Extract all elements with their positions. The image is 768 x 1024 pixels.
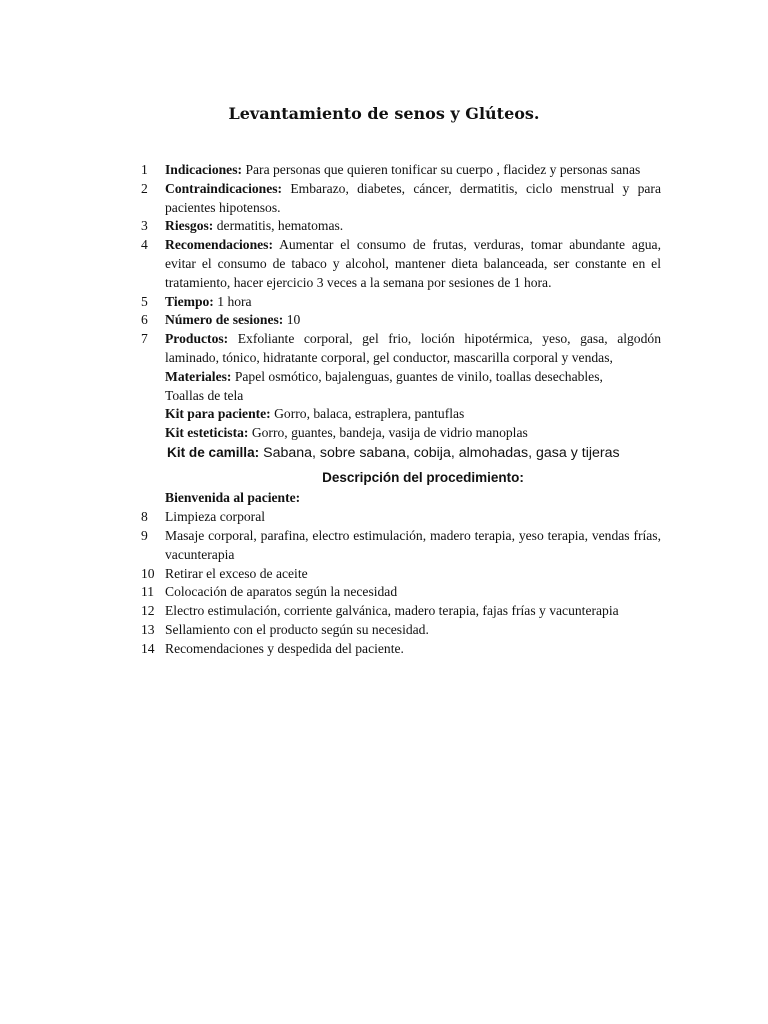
- kit-camilla-entry: [141, 443, 661, 464]
- materiales-text: Papel osmótico, bajalenguas, guantes de vinilo, toallas desechables,: [231, 368, 603, 384]
- list-item: [141, 621, 661, 640]
- kit-paciente-text: Gorro, balaca, estraplera, pantuflas: [270, 406, 465, 422]
- item-text: Retirar el exceso de aceite: [165, 565, 308, 581]
- item-text: 10: [283, 312, 301, 328]
- document-body: [141, 161, 661, 659]
- section-heading: Descripción del procedimiento:: [322, 470, 524, 486]
- item-label: Recomendaciones:: [165, 237, 273, 253]
- item-number: 8: [141, 509, 148, 525]
- list-item: [141, 161, 661, 180]
- item-number: 13: [141, 622, 155, 638]
- item-number: 5: [141, 293, 148, 309]
- list-item: [141, 508, 661, 527]
- bienvenida-label: Bienvenida al paciente:: [165, 490, 301, 506]
- list-item: [141, 236, 661, 292]
- item-number: 3: [141, 218, 148, 234]
- item-text: Electro estimulación, corriente galvánica, madero terapia, fajas frías y vacunterapia: [165, 603, 619, 619]
- item-text: Limpieza corporal: [165, 509, 266, 525]
- kit-camilla-text: Sabana, sobre sabana, cobija, almohadas, gasa y tijeras: [259, 444, 620, 461]
- item-label: Indicaciones:: [165, 162, 243, 177]
- item-number: 2: [141, 180, 148, 196]
- item-number: 14: [141, 640, 155, 656]
- item-number: 7: [141, 331, 148, 347]
- kit-esteticista-text: Gorro, guantes, bandeja, vasija de vidrio manoplas: [248, 425, 528, 441]
- item-text: Sellamiento con el producto según su necesidad.: [165, 622, 429, 638]
- materiales-entry: [141, 368, 661, 406]
- list-item: [141, 583, 661, 602]
- item-number: 6: [141, 312, 148, 328]
- item-text: Masaje corporal, parafina, electro estimulación, madero terapia, yeso terapia, vendas frías, vacunterapia: [165, 528, 661, 562]
- item-number: 12: [141, 603, 155, 619]
- list-item: [141, 565, 661, 584]
- list-item: [141, 602, 661, 621]
- item-label: Productos:: [165, 331, 229, 347]
- item-number: 11: [141, 584, 155, 600]
- item-text: Recomendaciones y despedida del paciente.: [165, 640, 404, 656]
- item-label: Riesgos:: [165, 218, 214, 234]
- item-text: Para personas que quieren tonificar su cuerpo , flacidez y personas sanas: [242, 162, 641, 177]
- item-text: 1 hora: [213, 293, 252, 309]
- list-item: [141, 217, 661, 236]
- list-item: [141, 180, 661, 218]
- item-label: Número de sesiones:: [165, 312, 284, 328]
- list-item: [141, 311, 661, 330]
- item-label: Tiempo:: [165, 293, 214, 309]
- item-number: 10: [141, 565, 155, 581]
- item-number: 4: [141, 237, 148, 253]
- item-number: 9: [141, 528, 148, 544]
- item-number: 1: [141, 162, 148, 177]
- kit-paciente-label: Kit para paciente:: [165, 406, 271, 422]
- list-item: [141, 330, 661, 368]
- item-text: Embarazo, diabetes, cáncer, dermatitis, ciclo menstrual y para pacientes hipotensos.: [165, 180, 661, 215]
- item-label: Contraindicaciones:: [165, 180, 283, 196]
- materiales-text-cont: Toallas de tela: [165, 387, 244, 403]
- kit-esteticista-entry: [141, 424, 661, 443]
- kit-paciente-entry: [141, 405, 661, 424]
- item-text: Exfoliante corporal, gel frio, loción hipotérmica, yeso, gasa, algodón laminado, tónico, hidratante corporal, gel conductor, mascarilla corporal y vendas,: [165, 331, 661, 365]
- list-item: [141, 640, 661, 659]
- kit-camilla-label: Kit de camilla:: [167, 444, 260, 460]
- kit-esteticista-label: Kit esteticista:: [165, 425, 249, 441]
- item-text: Colocación de aparatos según la necesidad: [165, 584, 398, 600]
- list-item: [141, 527, 661, 565]
- materiales-label: Materiales:: [165, 368, 232, 384]
- item-text: dermatitis, hematomas.: [213, 218, 344, 234]
- page-title: Levantamiento de senos y Glúteos.: [228, 104, 540, 123]
- list-item: [141, 293, 661, 312]
- item-text: Aumentar el consumo de frutas, verduras, tomar abundante agua, evitar el consumo de tabaco y alcohol, mantener dieta balanceada, ser constante en el tratamiento, hacer ejercicio 3 veces a la semana por sesiones de 1 hora.: [165, 237, 661, 290]
